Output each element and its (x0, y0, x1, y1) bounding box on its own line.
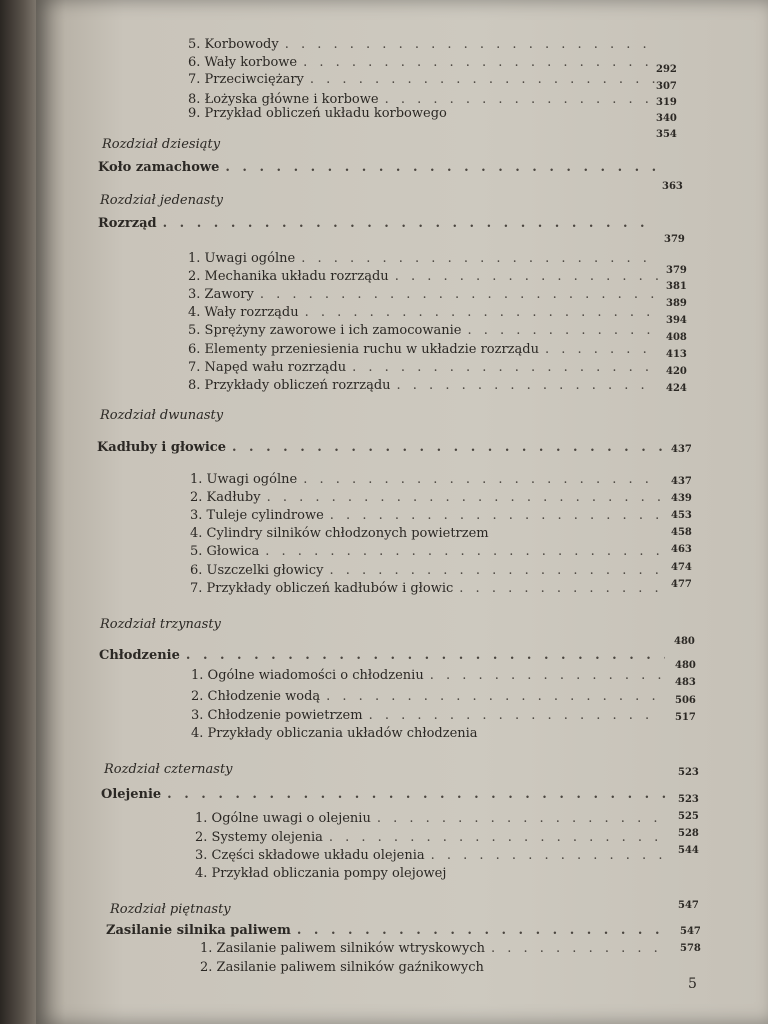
toc-entry: 6. Uszczelki głowicy . . . (190, 563, 660, 578)
page-number: 458 (671, 527, 692, 538)
toc-entry-title: 7. Przeciwciężary (188, 72, 304, 87)
toc-entry: 5. Sprężyny zaworowe i ich zamocowanie . . . (188, 323, 658, 338)
page-number: 389 (666, 298, 687, 309)
page-number: 424 (666, 383, 687, 394)
page-number: 480 (674, 636, 695, 647)
page-number: 413 (666, 349, 687, 360)
page-number: 547 (678, 900, 699, 911)
chapter-title: Zasilanie silnika paliwem . . . (106, 923, 672, 938)
toc-entry: 1. Uwagi ogólne . . . (188, 251, 658, 266)
page-number: 439 (671, 493, 692, 504)
chapter-label: Rozdział dziesiąty (102, 137, 221, 152)
page-number: 483 (675, 677, 696, 688)
page-number: 474 (671, 562, 692, 573)
chapter-title: Kadłuby i głowice . . . (97, 440, 663, 455)
chapter-label: Rozdział trzynasty (100, 617, 221, 632)
toc-entry: 5. Głowica . . . (190, 544, 660, 559)
toc-entry: 7. Przykłady obliczeń kadłubów i głowic . . . (190, 581, 660, 596)
toc-entry: 4. Wały rozrządu . . . (188, 305, 658, 320)
toc-entry: 7. Napęd wału rozrządu . . . (188, 360, 658, 375)
page-number: 420 (666, 366, 687, 377)
page-number: 528 (678, 828, 699, 839)
toc-entry (188, 72, 658, 87)
chapter-label: Rozdział piętnasty (110, 902, 231, 917)
toc-entry: 2. Systemy olejenia . . . (195, 830, 665, 845)
toc-entry (188, 106, 468, 121)
page-number: 292 (656, 64, 677, 75)
toc-entry (188, 92, 658, 107)
toc-entry: 3. Chłodzenie powietrzem . . . (191, 708, 661, 723)
page-number: 463 (671, 544, 692, 555)
page-number: 319 (656, 97, 677, 108)
toc-entry: 8. Przykłady obliczeń rozrządu . . . (188, 378, 658, 393)
page-number: 340 (656, 113, 677, 124)
page-number: 547 (680, 926, 701, 937)
toc-entry: 4. Przykład obliczania pompy olejowej (195, 866, 447, 881)
chapter-label: Rozdział czternasty (104, 762, 233, 777)
page-number: 381 (666, 281, 687, 292)
toc-entry: 2. Mechanika układu rozrządu . . . (188, 269, 658, 284)
toc-entry: 2. Zasilanie paliwem silników gaźnikowych (200, 960, 484, 975)
toc-entry-title: 6. Wały korbowe (188, 55, 298, 70)
toc-entry: 1. Uwagi ogólne . . . (190, 472, 660, 487)
toc-entry: 3. Zawory . . . (188, 287, 658, 302)
toc-entry (188, 55, 658, 70)
toc-entry-title: 5. Korbowody (188, 37, 279, 52)
page-number: 544 (678, 845, 699, 856)
chapter-label: Rozdział dwunasty (100, 408, 224, 423)
page-number: 307 (656, 81, 677, 92)
toc-entry: 4. Cylindry silników chłodzonych powietrzem (190, 526, 489, 541)
page-number: 437 (671, 476, 692, 487)
chapter-title: Olejenie . . . (101, 787, 671, 802)
page-number: 525 (678, 811, 699, 822)
toc-entry (188, 37, 658, 52)
page-number: 506 (675, 695, 696, 706)
page-number: 523 (678, 767, 699, 778)
toc-entry-title: 8. Łożyska główne i korbowe (188, 92, 379, 107)
page-number: 477 (671, 579, 692, 590)
chapter-title: Chłodzenie . . . (99, 648, 665, 663)
page-number: 437 (671, 444, 692, 455)
page-number: 408 (666, 332, 687, 343)
page-number: 363 (662, 181, 683, 192)
chapter-label: Rozdział jedenasty (100, 193, 223, 208)
page-number: 354 (656, 129, 677, 140)
chapter-title: Rozrząd . . . (98, 216, 658, 231)
toc-entry: 1. Ogólne wiadomości o chłodzeniu . . . (191, 668, 661, 683)
page-number: 517 (675, 712, 696, 723)
page-number: 379 (664, 234, 685, 245)
page-number: 578 (680, 943, 701, 954)
toc-entry: 1. Zasilanie paliwem silników wtryskowych . . . (200, 941, 670, 956)
toc-entry: 6. Elementy przeniesienia ruchu w układzie rozrządu . . . (188, 342, 658, 357)
page-number: 379 (666, 265, 687, 276)
toc-entry: 3. Części składowe układu olejenia . . . (195, 848, 665, 863)
toc-entry: 2. Chłodzenie wodą . . . (191, 689, 661, 704)
page-folio: 5 (688, 976, 697, 992)
toc-entry: 4. Przykłady obliczania układów chłodzenia (191, 726, 478, 741)
chapter-title: Koło zamachowe . . . (98, 160, 658, 175)
toc-entry: 1. Ogólne uwagi o olejeniu . . . (195, 811, 665, 826)
toc-entry: 2. Kadłuby . . . (190, 490, 660, 505)
page-number: 394 (666, 315, 687, 326)
toc-entry-title: 9. Przykład obliczeń układu korbowego (188, 106, 447, 121)
page-number: 453 (671, 510, 692, 521)
page-number: 480 (675, 660, 696, 671)
page-number: 523 (678, 794, 699, 805)
toc-entry: 3. Tuleje cylindrowe . . . (190, 508, 660, 523)
